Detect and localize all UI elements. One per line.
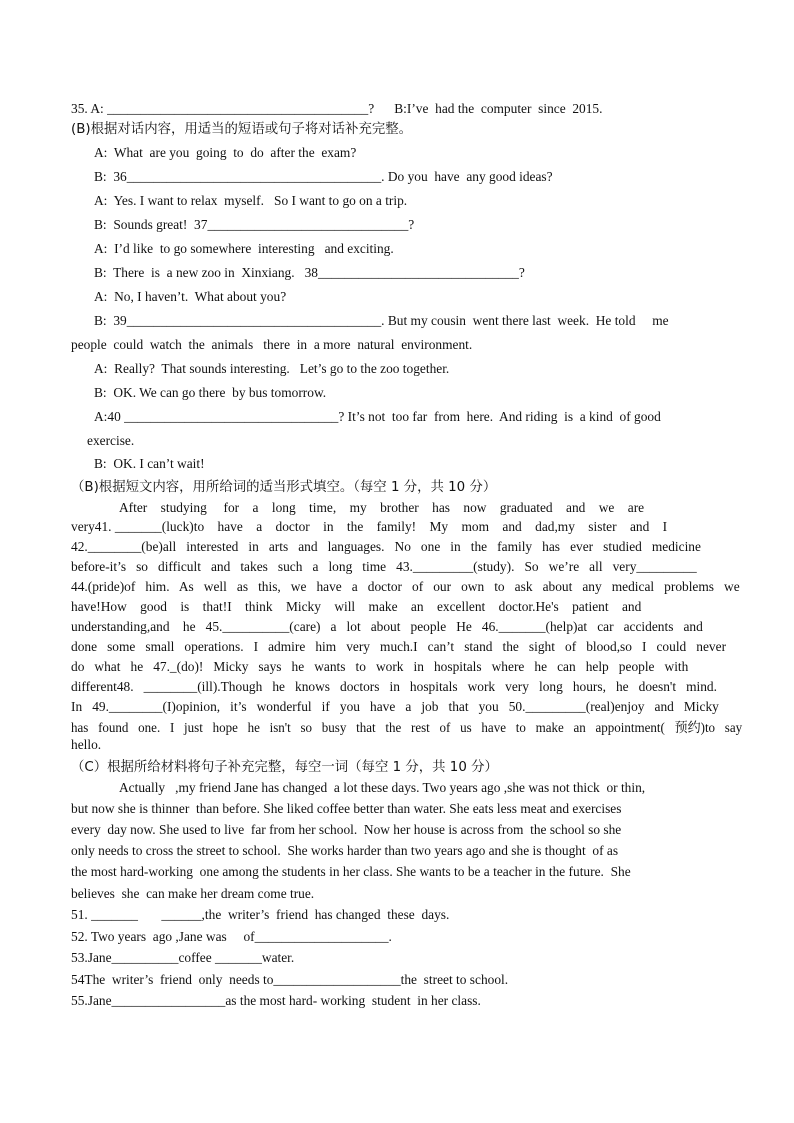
- dialogue-line: B: OK. I can’t wait!: [94, 456, 205, 471]
- dialogue-line: A: Really? That sounds interesting. Let’s go to the zoo together.: [94, 361, 450, 376]
- question-55: 55.Jane_________________as the most hard- working student in her class.: [71, 993, 481, 1008]
- passage-c-line: but now she is thinner than before. She liked coffee better than water. She eats less meat and exercises: [71, 801, 622, 816]
- question-35: 35. A: _______________________________________? B:I’ve had the computer since 2015.: [71, 101, 603, 116]
- dialogue-line: A: I’d like to go somewhere interesting and exciting.: [94, 241, 394, 256]
- passage-b-line: different48. ________(ill).Though he knows doctors in hospitals work very long hours, he doesn't mind.: [71, 679, 717, 694]
- question-52: 52. Two years ago ,Jane was of____________________.: [71, 929, 392, 944]
- passage-b-line: very41. _______(luck)to have a doctor in the family! My mom and dad,my sister and I: [71, 519, 668, 534]
- passage-c-line: believes she can make her dream come true.: [71, 886, 315, 901]
- dialogue-line: A:40 ________________________________? It’s not too far from here. And riding is a kind of good: [94, 409, 661, 424]
- section-b1-heading: (B)根据对话内容，用适当的短语或句子将对话补充完整。: [71, 122, 413, 137]
- passage-b-line: have!How good is that!I think Micky will make an excellent doctor.He's patient and: [71, 599, 642, 614]
- dialogue-line: B: 39______________________________________. But my cousin went there last week. He told me: [94, 313, 669, 328]
- section-c-heading: （C）根据所给材料将句子补充完整，每空一词（每空 1 分，共 10 分）: [71, 760, 498, 775]
- passage-b-line: done some small operations. I admire him very much.I can’t stand the sight of blood,so I could never: [71, 639, 727, 654]
- passage-b-line: has found one. I just hope he isn't so busy that the rest of us have to make an appointment( 预约)to say: [71, 720, 743, 735]
- passage-b-line: do what he 47._(do)! Micky says he wants to work in hospitals where he can help people with: [71, 659, 689, 674]
- passage-c-line: Actually ,my friend Jane has changed a lot these days. Two years ago ,she was not thick or thin,: [119, 780, 646, 795]
- passage-b-line: 42.________(be)all interested in arts and languages. No one in the family has ever studied medicine: [71, 539, 701, 554]
- passage-b-line: before-it’s so difficult and takes such a long time 43._________(study). So we’re all very_________: [71, 559, 697, 574]
- passage-c-line: only needs to cross the street to school. She works harder than two years ago and she is thought of as: [71, 843, 619, 858]
- dialogue-line: people could watch the animals there in a more natural environment.: [71, 337, 473, 352]
- passage-b-line: After studying for a long time, my brother has now graduated and we are: [119, 500, 645, 515]
- dialogue-line: A: What are you going to do after the exam?: [94, 145, 357, 160]
- dialogue-line: B: There is a new zoo in Xinxiang. 38______________________________?: [94, 265, 525, 280]
- question-54: 54The writer’s friend only needs to___________________the street to school.: [71, 972, 509, 987]
- passage-c-line: every day now. She used to live far from her school. Now her house is across from the school so she: [71, 822, 622, 837]
- dialogue-line: exercise.: [87, 433, 135, 448]
- question-51: 51. _______ ______,the writer’s friend has changed these days.: [71, 907, 450, 922]
- passage-b-line: hello.: [71, 737, 102, 752]
- passage-b-line: 44.(pride)of him. As well as this, we have a doctor of our own to ask about any medical problems we: [71, 579, 740, 594]
- passage-b-line: In 49.________(I)opinion, it’s wonderful if you have a job that you 50._________(real)enjoy and Micky: [71, 699, 719, 714]
- question-53: 53.Jane__________coffee _______water.: [71, 950, 295, 965]
- dialogue-line: B: 36______________________________________. Do you have any good ideas?: [94, 169, 553, 184]
- section-b2-heading: （B)根据短文内容，用所给词的适当形式填空。（每空 1 分，共 10 分）: [71, 480, 497, 495]
- dialogue-line: B: Sounds great! 37______________________________?: [94, 217, 415, 232]
- dialogue-line: A: Yes. I want to relax myself. So I want to go on a trip.: [94, 193, 408, 208]
- dialogue-line: A: No, I haven’t. What about you?: [94, 289, 287, 304]
- passage-c-line: the most hard-working one among the students in her class. She wants to be a teacher in the future. She: [71, 864, 631, 879]
- dialogue-line: B: OK. We can go there by bus tomorrow.: [94, 385, 327, 400]
- passage-b-line: understanding,and he 45.__________(care) a lot about people He 46._______(help)at car accidents and: [71, 619, 703, 634]
